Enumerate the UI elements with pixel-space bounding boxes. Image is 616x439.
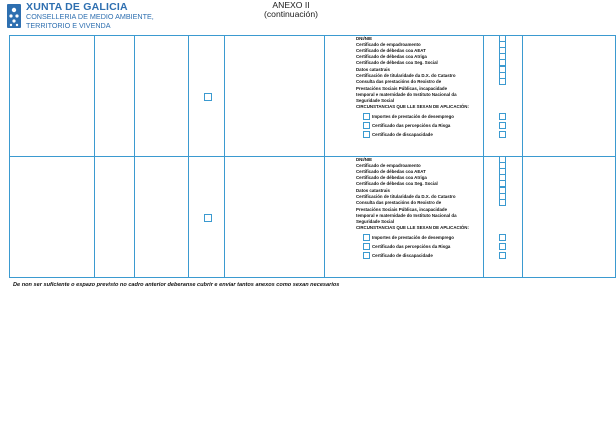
circumstance-consent-checkbox[interactable] (499, 113, 506, 120)
column-divider (188, 36, 189, 156)
circumstance-label: Certificado de discapacidade (372, 252, 433, 258)
document-item-label: Certificado de débedas coa AEAT (356, 48, 426, 54)
document-consent-checkbox[interactable] (499, 78, 506, 85)
document-item-label: Seguridade Social (356, 219, 395, 225)
document-item-label: Datos catastrais (356, 187, 390, 193)
circumstance-checkbox[interactable] (363, 122, 370, 129)
org-subtitle-line-1: CONSELLERIA DE MEDIO AMBIENTE, (26, 12, 154, 21)
document-item-label: Certificado de débedas coa Atriga (356, 175, 427, 181)
document-consent-checkbox[interactable] (499, 199, 506, 206)
column-divider (224, 157, 225, 277)
table-row (9, 35, 616, 157)
xunta-logo-icon (6, 2, 22, 30)
document-item-label: Certificado de débedas coa Seg. Social (356, 181, 438, 187)
column-divider (134, 36, 135, 156)
circumstance-consent-checkbox[interactable] (499, 131, 506, 138)
document-item-label: Certificado de débedas coa Seg. Social (356, 60, 438, 66)
document-item-label: Certificado de empadroamento (356, 163, 421, 169)
circumstances-title: CIRCUNSTANCIAS QUE LLE SEXAN DE APLICACIÓN: (356, 104, 469, 110)
org-subtitle (26, 13, 154, 30)
document-item-label: Certificado de débedas coa AEAT (356, 169, 426, 175)
circumstance-checkbox[interactable] (363, 243, 370, 250)
document-item-label: Consulta das prestacións do Rexistro de (356, 79, 442, 85)
column-divider (522, 36, 523, 156)
document-item-label: temporal e maternidade do Instituto Nacional da (356, 213, 457, 219)
document-item-label: temporal e maternidade do Instituto Nacional da (356, 92, 457, 98)
column-divider (134, 157, 135, 277)
circumstance-label: Importes de prestación de desemprego (372, 234, 454, 240)
org-title: XUNTA DE GALICIA (26, 1, 128, 13)
annex-heading (250, 1, 332, 20)
circumstance-label: Certificado das percepcións da Risga (372, 122, 451, 128)
circumstance-consent-checkbox[interactable] (499, 122, 506, 129)
column-divider (522, 157, 523, 277)
annex-subtitle: (continuación) (264, 9, 318, 20)
document-item-label: Prestacións Sociais Públicas, incapacidade (356, 85, 448, 91)
org-subtitle-line-2: TERRITORIO E VIVENDA (26, 20, 111, 30)
table-row (9, 156, 616, 278)
column-divider (324, 36, 325, 156)
document-item-label: DNI/NIE (356, 157, 373, 162)
column-divider (188, 157, 189, 277)
document-item-label: DNI/NIE (356, 36, 373, 41)
row-select-checkbox[interactable] (204, 93, 212, 101)
circumstance-consent-checkbox[interactable] (499, 243, 506, 250)
column-divider (224, 36, 225, 156)
circumstance-label: Certificado das percepcións da Risga (372, 243, 451, 249)
circumstance-consent-checkbox[interactable] (499, 252, 506, 259)
document-item-label: Datos catastrais (356, 66, 390, 72)
document-item-label: Consulta das prestacións do Rexistro de (356, 200, 442, 206)
circumstance-checkbox[interactable] (363, 234, 370, 241)
annex-title: ANEXO II (272, 0, 310, 10)
document-item-label: Certificación de titularidade da D.X. do Catastro (356, 193, 456, 199)
circumstance-consent-checkbox[interactable] (499, 234, 506, 241)
column-divider (483, 36, 484, 156)
circumstance-label: Certificado de discapacidade (372, 131, 433, 137)
footer-note: De non ser suficiente o espazo previsto no cadro anterior deberanse cubrir e enviar tantos anexos como sexan necesarios (13, 282, 340, 288)
document-item-label: Prestacións Sociais Públicas, incapacidade (356, 206, 448, 212)
document-item-label: Certificado de débedas coa Atriga (356, 54, 427, 60)
circumstance-checkbox[interactable] (363, 131, 370, 138)
column-divider (94, 157, 95, 277)
document-item-label: Certificación de titularidade da D.X. do Catastro (356, 72, 456, 78)
circumstance-checkbox[interactable] (363, 113, 370, 120)
column-divider (324, 157, 325, 277)
document-item-label: Certificado de empadroamento (356, 42, 421, 48)
row-select-checkbox[interactable] (204, 214, 212, 222)
circumstance-label: Importes de prestación de desemprego (372, 113, 454, 119)
circumstances-title: CIRCUNSTANCIAS QUE LLE SEXAN DE APLICACIÓN: (356, 225, 469, 231)
column-divider (483, 157, 484, 277)
document-item-label: Seguridade Social (356, 98, 395, 104)
column-divider (94, 36, 95, 156)
circumstance-checkbox[interactable] (363, 252, 370, 259)
